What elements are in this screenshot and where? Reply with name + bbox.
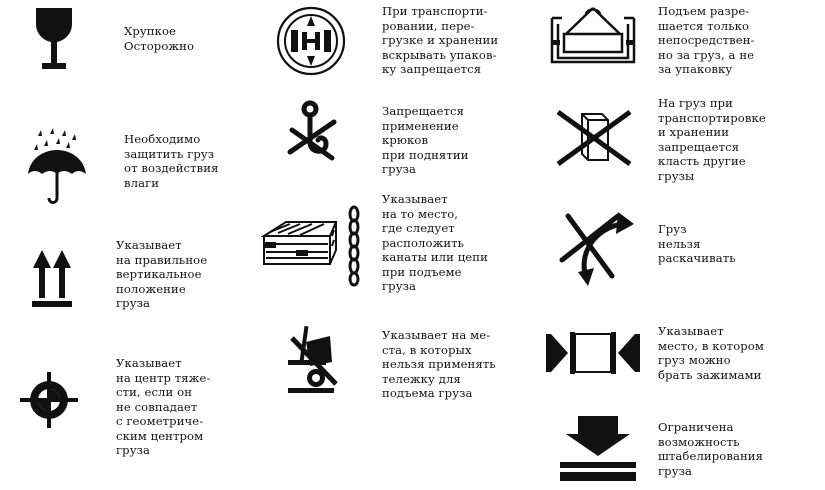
this-way-up-caption: Указывает на правильное вертикальное положение груза (116, 238, 208, 310)
sling-here-caption: Указывает на то место, где следует расположить канаты или цепи при подъеме груза (382, 192, 488, 293)
limited-stacking-caption: Ограничена возможность штабелирования груза (658, 420, 764, 478)
do-not-tilt-caption: Груз нельзя раскачивать (658, 222, 736, 265)
fragile-caption: Хрупкое Осторожно (124, 24, 195, 53)
no-hooks-icon (284, 100, 340, 170)
umbrella-rain-icon (26, 128, 88, 208)
fragile-glass-icon (34, 8, 74, 70)
no-cutting-knife-icon (276, 6, 346, 76)
umbrella-caption: Необходимо защитить груз от воздействия влаги (124, 132, 219, 190)
clamp-here-icon (546, 330, 640, 376)
limited-stacking-icon (560, 416, 636, 482)
no-hand-truck-caption: Указывает на ме- ста, в которых нельзя применять тележку для подъема груза (382, 328, 496, 400)
lift-cargo-only-caption: Подъем разре- шается только непосредствен- но за груз, а не за упаковку (658, 4, 755, 76)
clamp-here-caption: Указывает место, в котором груз можно брать зажимами (658, 324, 764, 382)
no-cutting-caption: При транспорти- ровании, пере- грузке и хранении вскрывать упаков- ку запрещается (382, 4, 499, 76)
sling-here-chain-icon (260, 206, 368, 286)
do-not-stack-icon (554, 108, 634, 168)
lift-cargo-only-icon (548, 4, 638, 66)
no-hooks-caption: Запрещается применение крюков при поднятии груза (382, 104, 469, 176)
center-of-gravity-caption: Указывает на центр тяже- сти, если он не совпадает с геометриче- ским центром груза (116, 356, 211, 457)
do-not-tilt-icon (556, 206, 640, 286)
no-hand-truck-icon (286, 326, 340, 400)
center-of-gravity-icon (18, 372, 80, 428)
this-way-up-arrows-icon (32, 250, 72, 308)
do-not-stack-caption: На груз при транспортировке и хранении запрещается класть другие грузы (658, 96, 766, 183)
